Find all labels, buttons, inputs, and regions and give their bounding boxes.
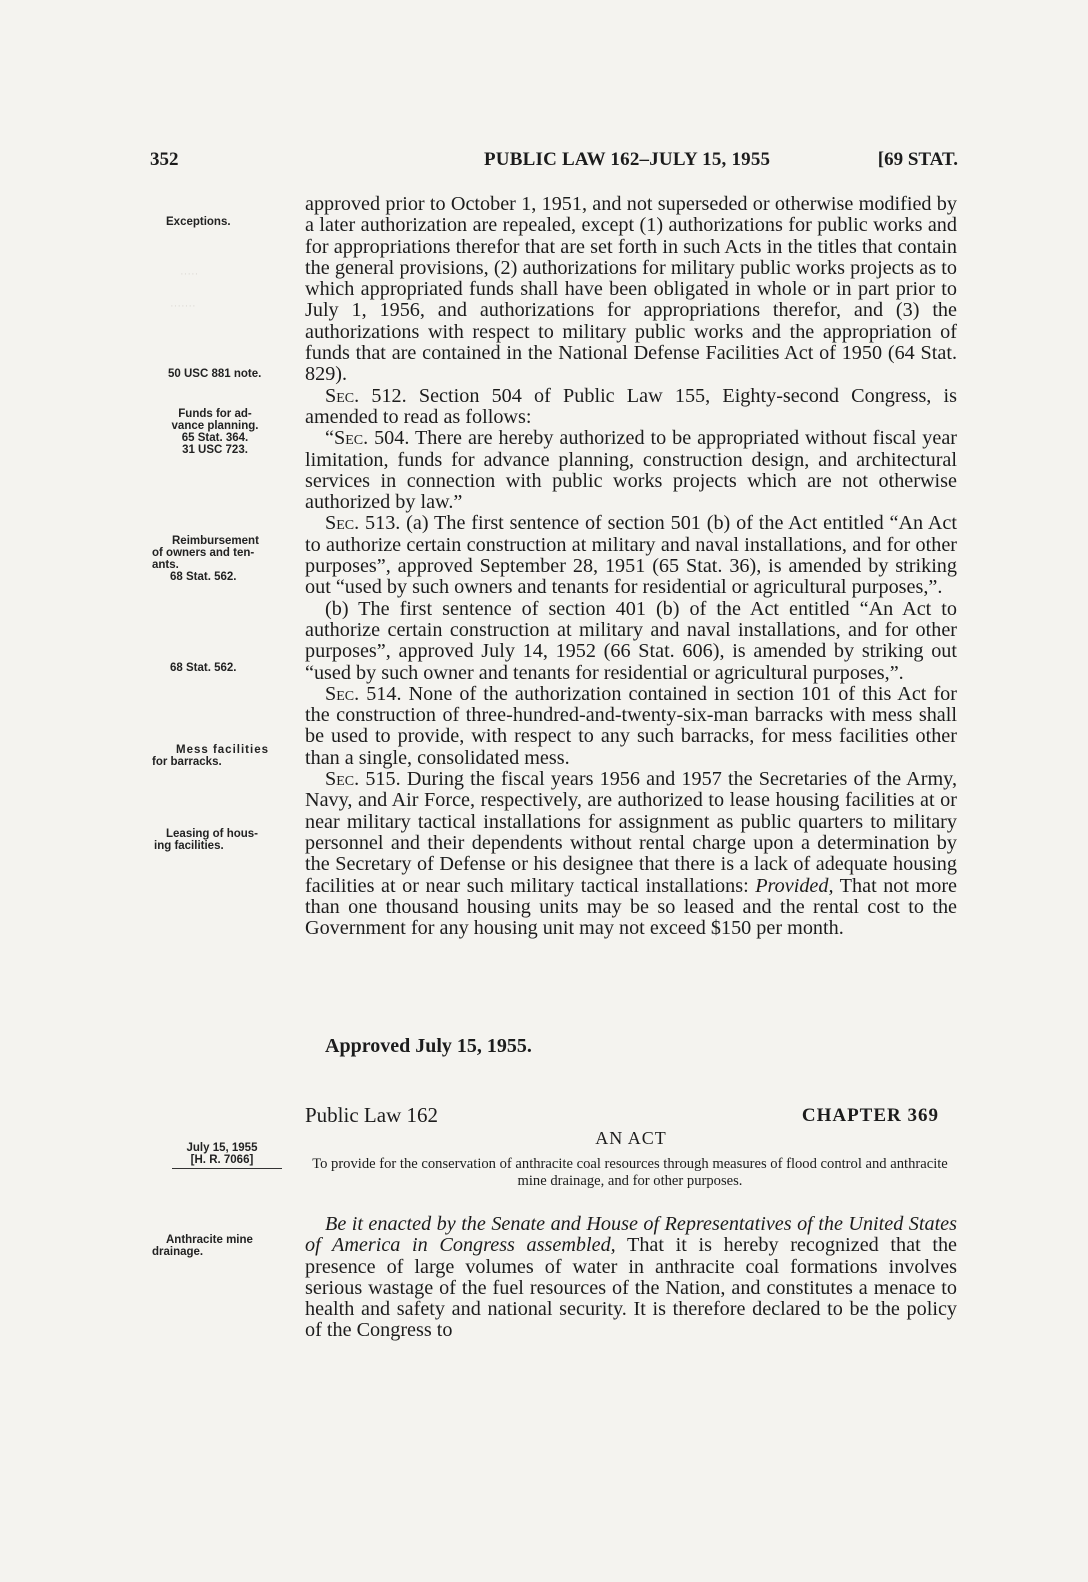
main-body-text — [305, 194, 957, 939]
margin-note-funds-advance-planning: Funds for ad- vance planning. 65 Stat. 364. 31 USC 723. — [171, 408, 259, 456]
volume-reference: [69 STAT. — [877, 149, 958, 170]
an-act-heading: AN ACT — [595, 1128, 667, 1148]
bleed-through-mark: ····· — [180, 268, 199, 280]
act-purpose: To provide for the conservation of anthracite coal resources through measures of flood control and anthracite mine drainage, and for other purposes. — [312, 1156, 948, 1189]
page-number: 352 — [150, 149, 179, 170]
approval-date: Approved July 15, 1955. — [325, 1035, 532, 1057]
margin-note-anthracite: Anthracite mine drainage. — [152, 1234, 253, 1258]
paragraph-sec-512: Sec. 512. Section 504 of Public Law 155, Eighty-second Congress, is amended to read as follows: — [305, 384, 957, 428]
paragraph-repeal-exceptions: approved prior to October 1, 1951, and not superseded or otherwise modified by a later authorization are repealed, except (1) authorizations for public works and for appropriations therefor that are set forth in such Acts in the titles that contain the general provisions, (2) authorizations for military public works projects as to which appropriated funds shall have been obligated in whole or in part prior to July 1, 1956, and authorizations for appropriations therefor, and (3) the authorizations with respect to military public works and the appropriation of funds that are contained in the National Defense Facilities Act of 1950 (64 Stat. 829). — [305, 193, 957, 386]
paragraph-sec-515: Sec. 515. During the fiscal years 1956 and 1957 the Secretaries of the Army, Navy, and Air Force, respectively, are authorized to lease housing facilities at or near military tactical installations for assignment as public quarters to military personnel and their dependents without rental charge upon a determination by the Secretary of Defense or his designee that there is a lack of adequate housing facilities at or near such military tactical installations: Provided, That not more than one thousand housing units may be so leased and the rental cost to the Government for any housing unit may not exceed $150 per month. — [305, 768, 958, 940]
paragraph-sec-504-quote: “Sec. 504. There are hereby authorized to be appropriated without fiscal year limitation, funds for advance planning, construction design, and architectural services in connection with public works projects which are not otherwise authorized by law.” — [305, 427, 957, 514]
public-law-number: Public Law 162 — [305, 1103, 438, 1127]
margin-note-mess-facilities: Mess facilities for barracks. — [152, 744, 269, 768]
paragraph-sec-513b: (b) The first sentence of section 401 (b) of the Act entitled “An Act to authorize certain construction at military and naval installations, and for other purposes”, approved July 14, 1952 (66 Stat. 606), is amended by striking out “used by such owner and tenants for residential or agricultural purposes,”. — [305, 597, 957, 684]
margin-note-date-bill: July 15, 1955 [H. R. 7066] — [186, 1142, 258, 1166]
margin-note-exceptions: Exceptions. — [166, 216, 231, 228]
margin-note-reimbursement: Reimbursement of owners and ten- ants. 68 Stat. 562. — [152, 535, 259, 583]
margin-note-rule — [172, 1168, 282, 1169]
margin-note-usc-881: 50 USC 881 note. — [168, 368, 262, 380]
paragraph-enacting-clause: Be it enacted by the Senate and House of Representatives of the United States of America in Congress assembled, That it is hereby recognized that the presence of large volumes of water in anthracite coal formations involves serious wastage of the fuel resources of the Nation, and constitutes a menace to health and safety and national security. It is therefore declared to be the policy of the Congress to — [305, 1213, 957, 1342]
bleed-through-mark: ······· — [170, 300, 196, 312]
enacting-text — [305, 1214, 957, 1342]
chapter-number: CHAPTER 369 — [801, 1105, 939, 1126]
running-title: PUBLIC LAW 162–JULY 15, 1955 — [484, 149, 771, 170]
paragraph-sec-513a: Sec. 513. (a) The first sentence of section 501 (b) of the Act entitled “An Act to authorize certain construction at military and naval installations, and for other purposes”, approved September 28, 1951 (65 Stat. 36), is amended by striking out “used by such owners and tenants for residential or agricultural purposes,”. — [305, 512, 957, 599]
paragraph-sec-514: Sec. 514. None of the authorization contained in section 101 of this Act for the construction of three-hundred-and-twenty-six-man barracks with mess shall be used to provide, with respect to any such barracks, for mess facilities other than a single, consolidated mess. — [305, 682, 957, 769]
chapter-heading — [305, 1103, 957, 1127]
margin-note-68-stat-562: 68 Stat. 562. — [170, 662, 237, 674]
margin-note-leasing-housing: Leasing of hous- ing facilities. — [154, 828, 258, 852]
page-header — [150, 149, 962, 175]
